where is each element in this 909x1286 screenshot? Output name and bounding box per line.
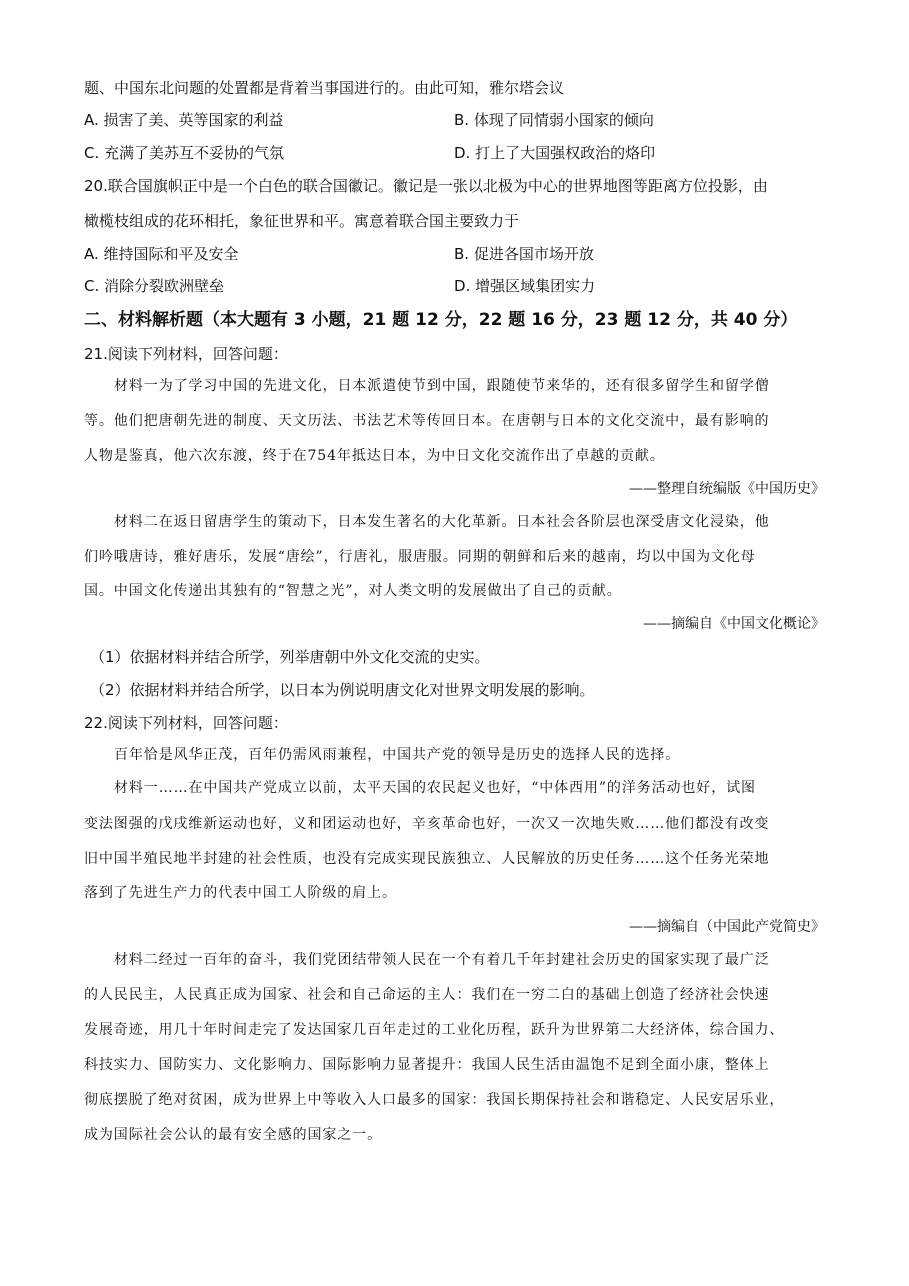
q21-material2-line3: 国。中国文化传递出其独有的“智慧之光”，对人类文明的发展做出了自己的贡献。 [84, 583, 622, 599]
q22-material2-line2: 的人民民主，人民真正成为国家、社会和自己命运的主人：我们在一穷二白的基础上创造了经济社会快速 [84, 987, 770, 1003]
q19-option-c: C. 充满了美苏互不妥协的气氛 [84, 144, 285, 162]
q19-option-b: B. 体现了同情弱小国家的倾向 [454, 111, 654, 129]
q20-stem-line2: 橄榄枝组成的花环相托，象征世界和平。寓意着联合国主要致力于 [84, 212, 520, 230]
q22-intro: 22.阅读下列材料，回答问题： [84, 714, 288, 732]
q19-option-d: D. 打上了大国强权政治的烙印 [454, 144, 656, 162]
q22-material1-line1: 材料一……在中国共产党成立以前，太平天国的农民起义也好，“中体西用”的洋务活动也好，试图 [114, 780, 756, 796]
q22-material2-line3: 发展奇迹，用几十年时间走完了发达国家几百年走过的工业化历程，跃升为世界第二大经济体，综合国力、 [84, 1022, 785, 1038]
q22-material2-line4: 科技实力、国防实力、文化影响力、国际影响力显著提升：我国人民生活由温饱不足到全面小康，整体上 [84, 1057, 770, 1073]
section2-title: 二、材料解析题（本大题有 3 小题，21 题 12 分，22 题 16 分，23 题 12 分，共 40 分） [84, 310, 798, 330]
q22-material1-source: ——摘编自（中国此产党简史》 [629, 919, 825, 935]
q19-stem-tail: 题、中国东北问题的处置都是背着当事国进行的。由此可知，雅尔塔会议 [84, 79, 565, 97]
q21-subquestion-1: （1）依据材料并结合所学，列举唐朝中外文化交流的史实。 [90, 648, 490, 666]
q22-material1-line4: 落到了先进生产力的代表中国工人阶级的肩上。 [84, 885, 397, 901]
q20-option-d: D. 增强区域集团实力 [454, 277, 596, 295]
q22-lead: 百年恰是风华正茂，百年仍需风雨兼程，中国共产党的领导是历史的选择人民的选择。 [114, 747, 681, 763]
q22-material2-line5: 彻底摆脱了绝对贫困，成为世界上中等收入人口最多的国家：我国长期保持社会和谐稳定、人民安居乐业， [84, 1092, 785, 1108]
q22-material1-line2: 变法图强的戊戌维新运动也好，义和团运动也好，辛亥革命也好，一次又一次地失败……他们都没有改变 [84, 816, 770, 832]
q22-material2-line6: 成为国际社会公认的最有安全感的国家之一。 [84, 1127, 382, 1143]
q19-option-a: A. 损害了美、英等国家的利益 [84, 111, 284, 129]
q20-stem-line1: 20.联合国旗帜正中是一个白色的联合国徽记。徽记是一张以北极为中心的世界地图等距离方位投影，由 [84, 177, 768, 195]
q21-subquestion-2: （2）依据材料并结合所学，以日本为例说明唐文化对世界文明发展的影响。 [90, 681, 595, 699]
q20-option-b: B. 促进各国市场开放 [454, 245, 594, 263]
q21-intro: 21.阅读下列材料，回答问题： [84, 345, 288, 363]
q22-material2-line1: 材料二经过一百年的奋斗，我们党团结带领人民在一个有着几千年封建社会历史的国家实现了最广泛 [114, 952, 770, 968]
q20-option-c: C. 消除分裂欧洲壁垒 [84, 277, 225, 295]
q21-material1-line1: 材料一为了学习中国的先进文化，日本派遣使节到中国，跟随使节来华的，还有很多留学生和留学僧 [114, 378, 770, 394]
q21-material2-source: ——摘编自《中国文化概论》 [643, 616, 825, 632]
q21-material2-line1: 材料二在返日留唐学生的策动下，日本发生著名的大化革新。日本社会各阶层也深受唐文化浸染，他 [114, 514, 770, 530]
q21-material2-line2: 们吟哦唐诗，雅好唐乐，发展“唐绘”，行唐礼，服唐服。同期的朝鲜和后来的越南，均以中国为文化母 [84, 549, 756, 565]
q21-material1-line3: 人物是鉴真，他六次东渡，终于在754年抵达日本，为中日文化交流作出了卓越的贡献。 [84, 448, 665, 464]
q20-option-a: A. 维持国际和平及安全 [84, 245, 239, 263]
q21-material1-line2: 等。他们把唐朝先进的制度、天文历法、书法艺术等传回日本。在唐朝与日本的文化交流中，最有影响的 [84, 413, 770, 429]
q21-material1-source: ——整理自统编版《中国历史》 [629, 481, 825, 497]
q22-material1-line3: 旧中国半殖民地半封建的社会性质，也没有完成实现民族独立、人民解放的历史任务……这个任务光荣地 [84, 851, 770, 867]
